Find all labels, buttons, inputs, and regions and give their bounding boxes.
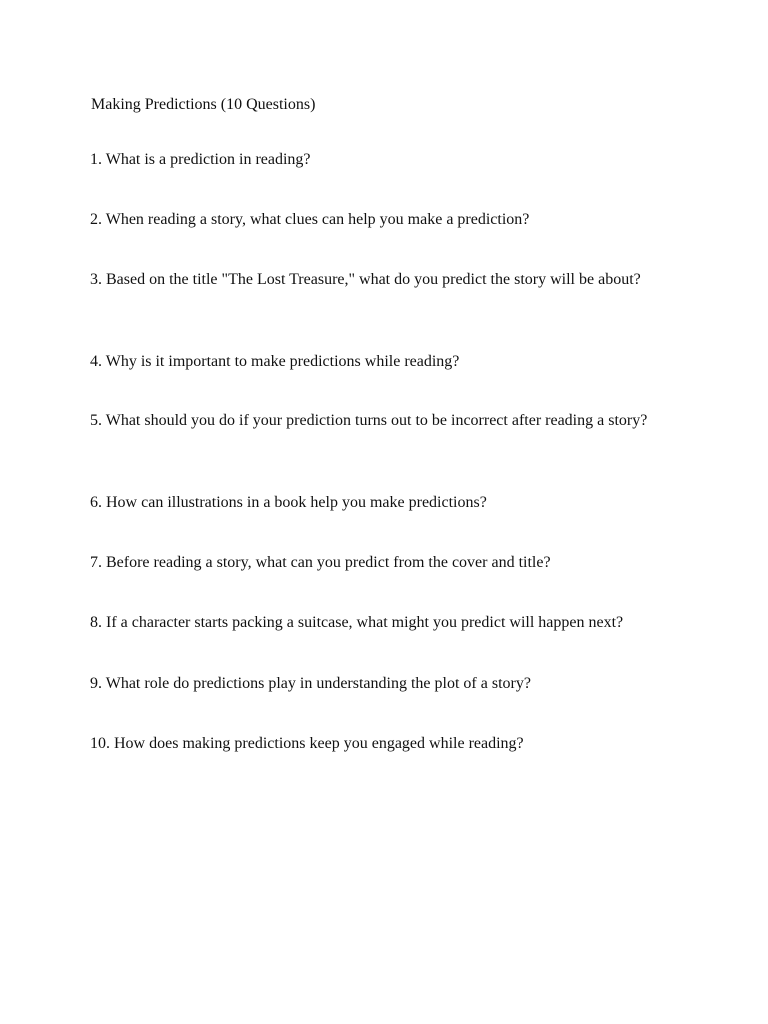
question-2: 2. When reading a story, what clues can help you make a prediction? (90, 211, 530, 228)
question-7: 7. Before reading a story, what can you predict from the cover and title? (90, 554, 551, 571)
page-title: Making Predictions (10 Questions) (91, 96, 316, 113)
question-4: 4. Why is it important to make predictions while reading? (90, 353, 460, 370)
question-1: 1. What is a prediction in reading? (90, 151, 311, 168)
question-10: 10. How does making predictions keep you engaged while reading? (90, 735, 524, 752)
question-3: 3. Based on the title "The Lost Treasure," what do you predict the story will be about? (90, 271, 641, 288)
question-5: 5. What should you do if your prediction turns out to be incorrect after reading a story? (90, 412, 648, 429)
question-6: 6. How can illustrations in a book help you make predictions? (90, 494, 487, 511)
question-9: 9. What role do predictions play in understanding the plot of a story? (90, 675, 531, 692)
question-8: 8. If a character starts packing a suitcase, what might you predict will happen next? (90, 614, 624, 631)
